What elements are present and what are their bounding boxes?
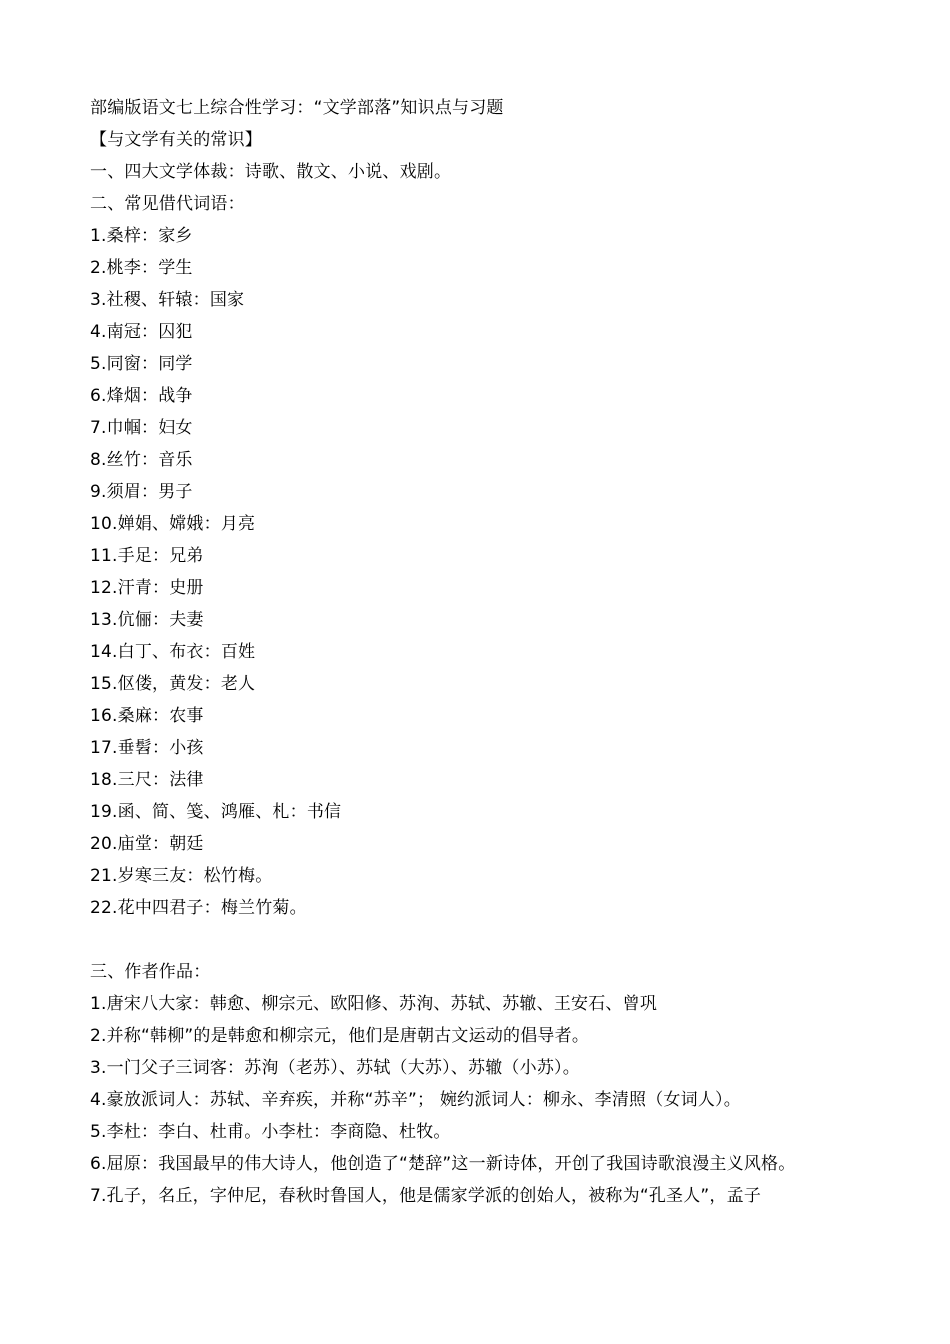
list-item: 15.伛偻，黄发：老人: [90, 674, 256, 694]
list-item: 3.社稷、轩辕：国家: [90, 290, 245, 310]
list-item: 10.婵娟、嫦娥：月亮: [90, 514, 256, 534]
part1-genres: 一、四大文学体裁：诗歌、散文、小说、戏剧。: [90, 162, 452, 182]
list-item: 4.豪放派词人：苏轼、辛弃疾，并称“苏辛”； 婉约派词人：柳永、李清照（女词人）。: [90, 1090, 741, 1110]
list-item: 19.函、简、笺、鸿雁、札：书信: [90, 802, 342, 822]
list-item: 13.伉俪：夫妻: [90, 610, 204, 630]
section-heading: 【与文学有关的常识】: [90, 130, 262, 150]
part3-heading: 三、作者作品：: [90, 962, 211, 982]
list-item: 21.岁寒三友：松竹梅。: [90, 866, 273, 886]
list-item: 7.孔子，名丘，字仲尼，春秋时鲁国人，他是儒家学派的创始人，被称为“孔圣人”，孟子: [90, 1186, 762, 1206]
list-item: 20.庙堂：朝廷: [90, 834, 204, 854]
list-item: 9.须眉：男子: [90, 482, 193, 502]
part2-heading: 二、常见借代词语：: [90, 194, 245, 214]
list-item: 2.并称“韩柳”的是韩愈和柳宗元，他们是唐朝古文运动的倡导者。: [90, 1026, 590, 1046]
list-item: 5.同窗：同学: [90, 354, 193, 374]
list-item: 12.汗青：史册: [90, 578, 204, 598]
list-item: 3.一门父子三词客：苏洵（老苏）、苏轼（大苏）、苏辙（小苏）。: [90, 1058, 580, 1078]
list-item: 5.李杜：李白、杜甫。小李杜：李商隐、杜牧。: [90, 1122, 451, 1142]
list-item: 1.桑梓：家乡: [90, 226, 193, 246]
list-item: 14.白丁、布衣：百姓: [90, 642, 256, 662]
list-item: 22.花中四君子：梅兰竹菊。: [90, 898, 307, 918]
list-item: 7.巾帼：妇女: [90, 418, 193, 438]
list-item: 16.桑麻：农事: [90, 706, 204, 726]
list-item: 18.三尺：法律: [90, 770, 204, 790]
list-item: 6.屈原：我国最早的伟大诗人，他创造了“楚辞”这一新诗体，开创了我国诗歌浪漫主义风格。: [90, 1154, 796, 1174]
list-item: 6.烽烟：战争: [90, 386, 193, 406]
list-item: 8.丝竹：音乐: [90, 450, 193, 470]
list-item: 2.桃李：学生: [90, 258, 193, 278]
list-item: 4.南冠：囚犯: [90, 322, 193, 342]
list-item: 17.垂髫：小孩: [90, 738, 204, 758]
document-title: 部编版语文七上综合性学习：“文学部落”知识点与习题: [90, 98, 504, 118]
list-item: 11.手足：兄弟: [90, 546, 204, 566]
document-page: [90, 92, 870, 1212]
list-item: 1.唐宋八大家：韩愈、柳宗元、欧阳修、苏洵、苏轼、苏辙、王安石、曾巩: [90, 994, 658, 1014]
blank-line: [90, 924, 870, 956]
